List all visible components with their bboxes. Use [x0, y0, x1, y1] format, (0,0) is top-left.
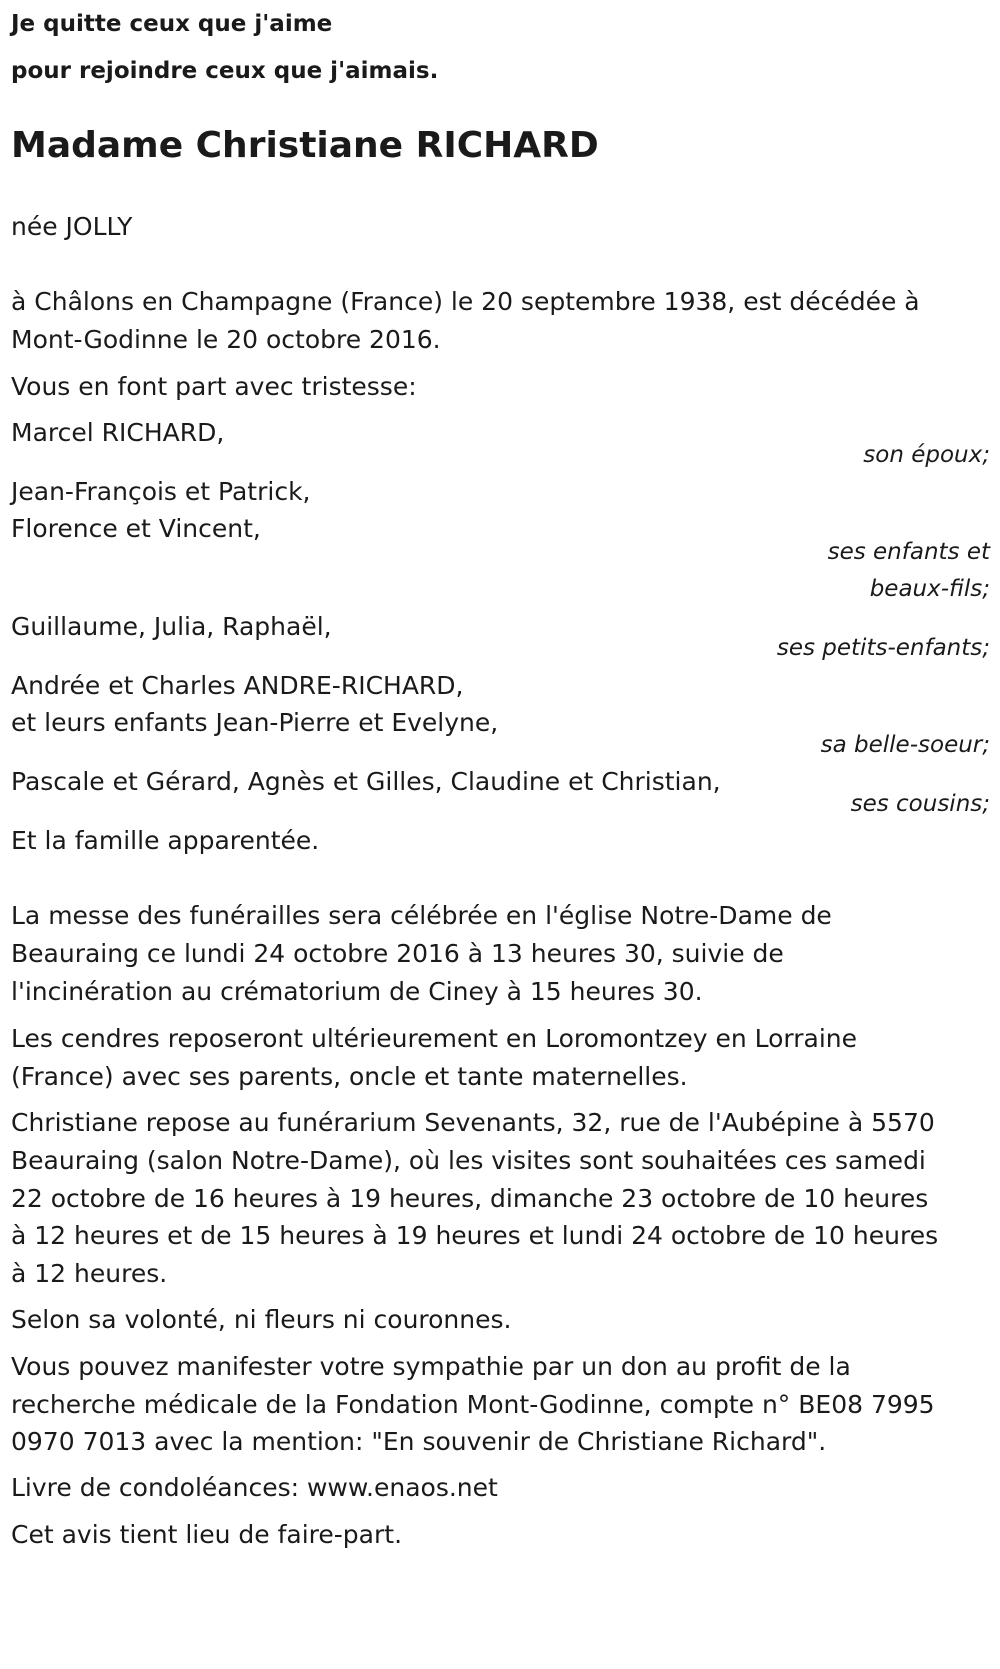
donation-line-2: recherche médicale de la Fondation Mont-Godinne, compte n° BE08 7995: [11, 1390, 935, 1419]
funeral-line-1: La messe des funérailles sera célébrée en l'église Notre-Dame de: [11, 901, 832, 930]
funeral-line-3: l'incinération au crématorium de Ciney à 15 heures 30.: [11, 977, 703, 1006]
children-names-line-1: Jean-François et Patrick,: [11, 477, 311, 506]
cousins-relation: ses cousins;: [850, 791, 990, 817]
visitation-line-4: à 12 heures et de 15 heures à 19 heures et lundi 24 octobre de 10 heures: [11, 1221, 939, 1250]
cousins-names: Pascale et Gérard, Agnès et Gilles, Claudine et Christian,: [11, 767, 721, 796]
grandchildren-names: Guillaume, Julia, Raphaël,: [11, 612, 332, 641]
sister-in-law-names-line-2: et leurs enfants Jean-Pierre et Evelyne,: [11, 708, 499, 737]
epigraph-line-1: Je quitte ceux que j'aime: [11, 11, 333, 37]
visitation-line-3: 22 octobre de 16 heures à 19 heures, dimanche 23 octobre de 10 heures: [11, 1184, 929, 1213]
ashes-line-1: Les cendres reposeront ultérieurement en Loromontzey en Lorraine: [11, 1024, 858, 1053]
birth-name: née JOLLY: [11, 212, 133, 241]
donation-line-1: Vous pouvez manifester votre sympathie par un don au profit de la: [11, 1352, 851, 1381]
spouse-relation: son époux;: [863, 442, 990, 468]
announcement: Vous en font part avec tristesse:: [11, 372, 417, 401]
condolences: [11, 1473, 498, 1503]
funeral-line-2: Beauraing ce lundi 24 octobre 2016 à 13 heures 30, suivie de: [11, 939, 784, 968]
children-relation-line-2: beaux-fils;: [869, 576, 990, 602]
visitation-line-5: à 12 heures.: [11, 1259, 168, 1288]
epigraph-line-2: pour rejoindre ceux que j'aimais.: [11, 58, 439, 84]
sister-in-law-names-line-1: Andrée et Charles ANDRE-RICHARD,: [11, 671, 464, 700]
children-relation-line-1: ses enfants et: [827, 539, 990, 565]
spouse-names: Marcel RICHARD,: [11, 418, 225, 447]
extended-family: Et la famille apparentée.: [11, 826, 320, 855]
flowers-note: Selon sa volonté, ni fleurs ni couronnes.: [11, 1305, 512, 1334]
donation-line-3: 0970 7013 avec la mention: "En souvenir de Christiane Richard".: [11, 1427, 827, 1456]
ashes-line-2: (France) avec ses parents, oncle et tante maternelles.: [11, 1062, 688, 1091]
grandchildren-relation: ses petits-enfants;: [776, 635, 990, 661]
visitation-line-1: Christiane repose au funérarium Sevenants, 32, rue de l'Aubépine à 5570: [11, 1108, 935, 1137]
children-names-line-2: Florence et Vincent,: [11, 514, 261, 543]
deceased-name: Madame Christiane RICHARD: [11, 125, 599, 166]
closing-note: Cet avis tient lieu de faire-part.: [11, 1520, 403, 1549]
death-notice-line-1: à Châlons en Champagne (France) le 20 septembre 1938, est décédée à: [11, 287, 920, 316]
condolences-link[interactable]: www.enaos.net: [306, 1473, 498, 1502]
sister-in-law-relation: sa belle-soeur;: [820, 732, 990, 758]
visitation-line-2: Beauraing (salon Notre-Dame), où les visites sont souhaitées ces samedi: [11, 1146, 926, 1175]
death-notice-line-2: Mont-Godinne le 20 octobre 2016.: [11, 325, 441, 354]
condolences-label: Livre de condoléances:: [11, 1473, 307, 1502]
